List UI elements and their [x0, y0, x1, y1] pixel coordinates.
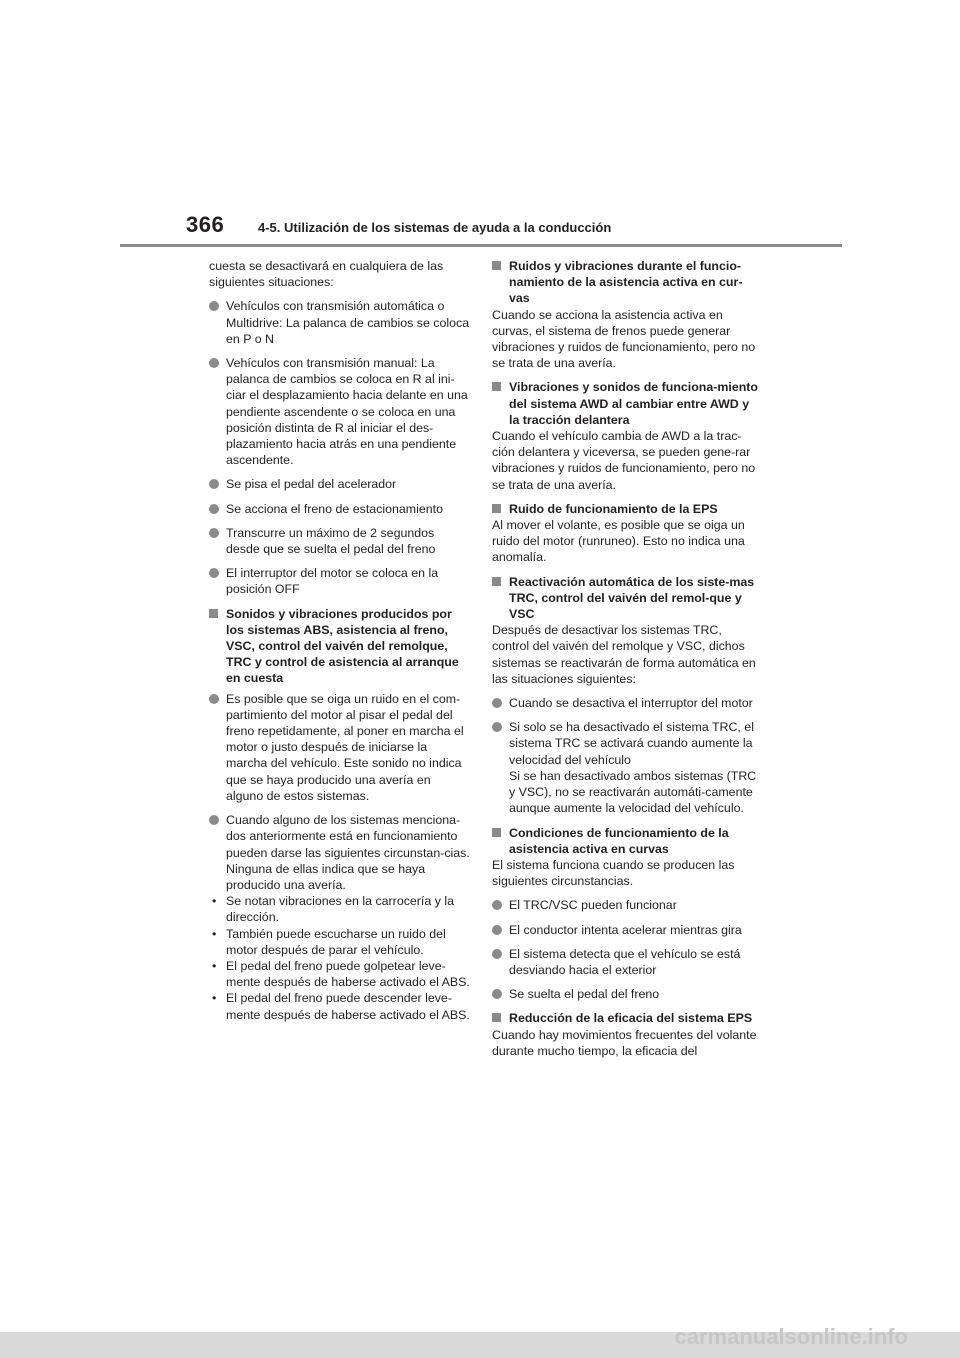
list-item: El interruptor del motor se coloca en la posición OFF — [209, 565, 471, 597]
section-body: Al mover el volante, es posible que se oiga un ruido del motor (runruneo). Esto no indica una anomalía. — [492, 518, 745, 565]
list-item: Si solo se ha desactivado el sistema TRC, el sistema TRC se activará cuando aumente la velocidad del vehículo Si se han desactivado ambos sistemas (TRC y VSC), no se reactivarán automáti-camente aunque aumente la velocidad del vehículo. — [492, 719, 758, 816]
bullet-dot-icon — [492, 722, 502, 732]
list-item: Se pisa el pedal del acelerador — [209, 476, 471, 492]
list-item: El sistema detecta que el vehículo se está desviando hacia el exterior — [492, 946, 758, 978]
section-body: Después de desactivar los sistemas TRC, control del vaivén del remolque y VSC, dichos sistemas se reactivarán de forma automática en las situaciones siguientes: — [492, 623, 756, 686]
bullet-dot-icon — [209, 504, 219, 514]
right-column — [492, 258, 758, 1067]
square-bullet-icon — [209, 609, 218, 618]
section-body: El sistema funciona cuando se producen las siguientes circunstancias. — [492, 857, 735, 889]
list-item: Vehículos con transmisión automática o Multidrive: La palanca de cambios se coloca en P o N — [209, 298, 471, 347]
bullet-dot-icon — [209, 358, 219, 368]
intro-paragraph: cuesta se desactivará en cualquiera de las siguientes situaciones: — [209, 259, 444, 290]
list-item: El conductor intenta acelerar mientras gira — [492, 922, 758, 938]
list-item: El TRC/VSC pueden funcionar — [492, 897, 758, 913]
header-rule — [120, 244, 842, 247]
bullet-dot-icon — [209, 694, 219, 704]
square-bullet-icon — [492, 828, 501, 837]
section-heading: Sonidos y vibraciones producidos por los sistemas ABS, asistencia al freno, VSC, control del vaivén del remolque, TRC y control de asistencia al arranque en cuesta — [209, 606, 471, 687]
dash-item: • El pedal del freno puede golpetear leve-mente después de haberse activado el ABS. — [212, 958, 470, 990]
bullet-dot-icon — [209, 479, 219, 489]
page-header — [0, 0, 960, 250]
bullet-dot-icon — [209, 568, 219, 578]
section-body: Cuando se acciona la asistencia activa en curvas, el sistema de frenos puede generar vibraciones y ruidos de funcionamiento, pero no se trata de una avería. — [492, 307, 756, 371]
section-body: Cuando hay movimientos frecuentes del volante durante mucho tiempo, la eficacia del — [492, 1027, 757, 1058]
dash-item: • Se notan vibraciones en la carrocería y la dirección. — [212, 894, 454, 925]
square-bullet-icon — [492, 504, 501, 513]
page-number: 366 — [186, 212, 225, 237]
bullet-dot-icon — [492, 925, 502, 935]
square-bullet-icon — [492, 1013, 501, 1022]
section-heading: Reactivación automática de los siste-mas TRC, control del vaivén del remol-que y VSC — [492, 574, 758, 623]
list-item: Vehículos con transmisión manual: La palanca de cambios se coloca en R al ini-ciar el desplazamiento hacia delante en una pendiente ascendente o se coloca en una posición distinta de R al iniciar el des-plazamiento hacia atrás en una pendiente ascendente. — [209, 355, 471, 468]
square-bullet-icon — [492, 577, 501, 586]
left-column — [209, 258, 471, 1023]
section-heading: Reducción de la eficacia del sistema EPS — [492, 1010, 758, 1026]
dash-item: • El pedal del freno puede descender leve-mente después de haberse activado el ABS. — [212, 991, 470, 1022]
list-item: Cuando alguno de los sistemas menciona-dos anteriormente está en funcionamiento pueden darse las siguientes circunstan-cias. Ninguna de ellas indica que se haya producido una avería. — [209, 812, 471, 893]
list-item: Cuando se desactiva el interruptor del motor — [492, 695, 758, 711]
list-item: Es posible que se oiga un ruido en el com-partimiento del motor al pisar el pedal del freno repetidamente, al poner en marcha el motor o justo después de iniciarse la marcha del vehículo. Este sonido no indica que se haya producido una avería en alguno de estos sistemas. — [209, 691, 471, 804]
dash-item: • También puede escucharse un ruido del motor después de parar el vehículo. — [212, 926, 446, 957]
list-item: Se acciona el freno de estacionamiento — [209, 501, 471, 517]
section-heading: Ruido de funcionamiento de la EPS — [492, 501, 758, 517]
bullet-dot-icon — [209, 815, 219, 825]
square-bullet-icon — [492, 382, 501, 391]
section-heading: Vibraciones y sonidos de funciona-miento del sistema AWD al cambiar entre AWD y la tracción delantera — [492, 379, 758, 428]
list-item: Transcurre un máximo de 2 segundos desde que se suelta el pedal del freno — [209, 525, 471, 557]
bullet-dot-icon — [492, 989, 502, 999]
square-bullet-icon — [492, 261, 501, 270]
bullet-dot-icon — [492, 949, 502, 959]
section-body: Cuando el vehículo cambia de AWD a la trac-ción delantera y viceversa, se pueden gene-rar vibraciones y ruidos de funcionamiento, pero no se trata de una avería. — [492, 429, 756, 492]
bullet-dot-icon — [492, 698, 502, 708]
bullet-dot-icon — [492, 900, 502, 910]
list-item: Se suelta el pedal del freno — [492, 986, 758, 1002]
section-heading: Condiciones de funcionamiento de la asistencia activa en curvas — [492, 825, 758, 857]
bullet-dot-icon — [209, 301, 219, 311]
watermark: carmanualsonline.info — [674, 1324, 908, 1349]
section-title: 4-5. Utilización de los sistemas de ayuda a la conducción — [258, 220, 612, 235]
bullet-dot-icon — [209, 528, 219, 538]
section-heading: Ruidos y vibraciones durante el funcio-namiento de la asistencia activa en cur-vas — [492, 258, 758, 307]
